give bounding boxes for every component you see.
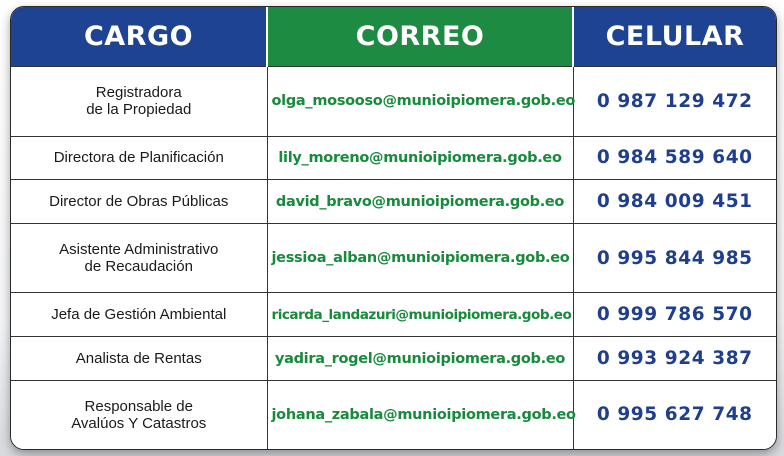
email-link[interactable]: lily_moreno@munioipiomera.gob.eo [267, 136, 573, 180]
cargo-line: de la Propiedad [86, 101, 192, 119]
header-cargo: CARGO [11, 7, 267, 67]
phone-number: 0 984 009 451 [573, 180, 776, 224]
cargo-cell [11, 136, 267, 180]
cargo-cell [11, 67, 267, 137]
cargo-line: de Recaudación [84, 258, 193, 276]
cargo-line: Registradora [95, 84, 182, 102]
email-link[interactable]: david_bravo@munioipiomera.gob.eo [267, 180, 573, 224]
contact-directory-table [10, 6, 777, 450]
cargo-line: Jefa de Gestión Ambiental [51, 306, 227, 324]
table-row [11, 223, 776, 293]
cargo-line: Responsable de [84, 397, 193, 415]
header-celular: CELULAR [573, 7, 776, 67]
cargo-cell [11, 223, 267, 293]
cargo-cell [11, 180, 267, 224]
phone-number: 0 984 589 640 [573, 136, 776, 180]
cargo-cell [11, 337, 267, 381]
header-row [11, 7, 776, 67]
email-link[interactable]: jessioa_alban@munioipiomera.gob.eo [267, 223, 573, 293]
phone-number: 0 993 924 387 [573, 337, 776, 381]
email-link[interactable]: olga_mosooso@munioipiomera.gob.eo [267, 67, 573, 137]
table-row [11, 67, 776, 137]
table-row [11, 337, 776, 381]
table-row [11, 293, 776, 337]
email-link[interactable]: ricarda_landazuri@munioipiomera.gob.eo [267, 293, 573, 337]
email-link[interactable]: yadira_rogel@munioipiomera.gob.eo [267, 337, 573, 381]
cargo-line: Avalúos Y Catastros [71, 414, 207, 432]
cargo-line: Analista de Rentas [75, 350, 202, 368]
cargo-line: Director de Obras Públicas [49, 193, 229, 211]
table-row [11, 136, 776, 180]
header-correo: CORREO [267, 7, 573, 67]
phone-number: 0 995 844 985 [573, 223, 776, 293]
table-row [11, 380, 776, 449]
directory-table [11, 7, 776, 449]
cargo-cell [11, 380, 267, 449]
phone-number: 0 999 786 570 [573, 293, 776, 337]
cargo-cell [11, 293, 267, 337]
cargo-line: Asistente Administrativo [59, 241, 219, 259]
phone-number: 0 987 129 472 [573, 67, 776, 137]
phone-number: 0 995 627 748 [573, 380, 776, 449]
table-row [11, 180, 776, 224]
cargo-line: Directora de Planificación [53, 149, 224, 167]
email-link[interactable]: johana_zabala@munioipiomera.gob.eo [267, 380, 573, 449]
